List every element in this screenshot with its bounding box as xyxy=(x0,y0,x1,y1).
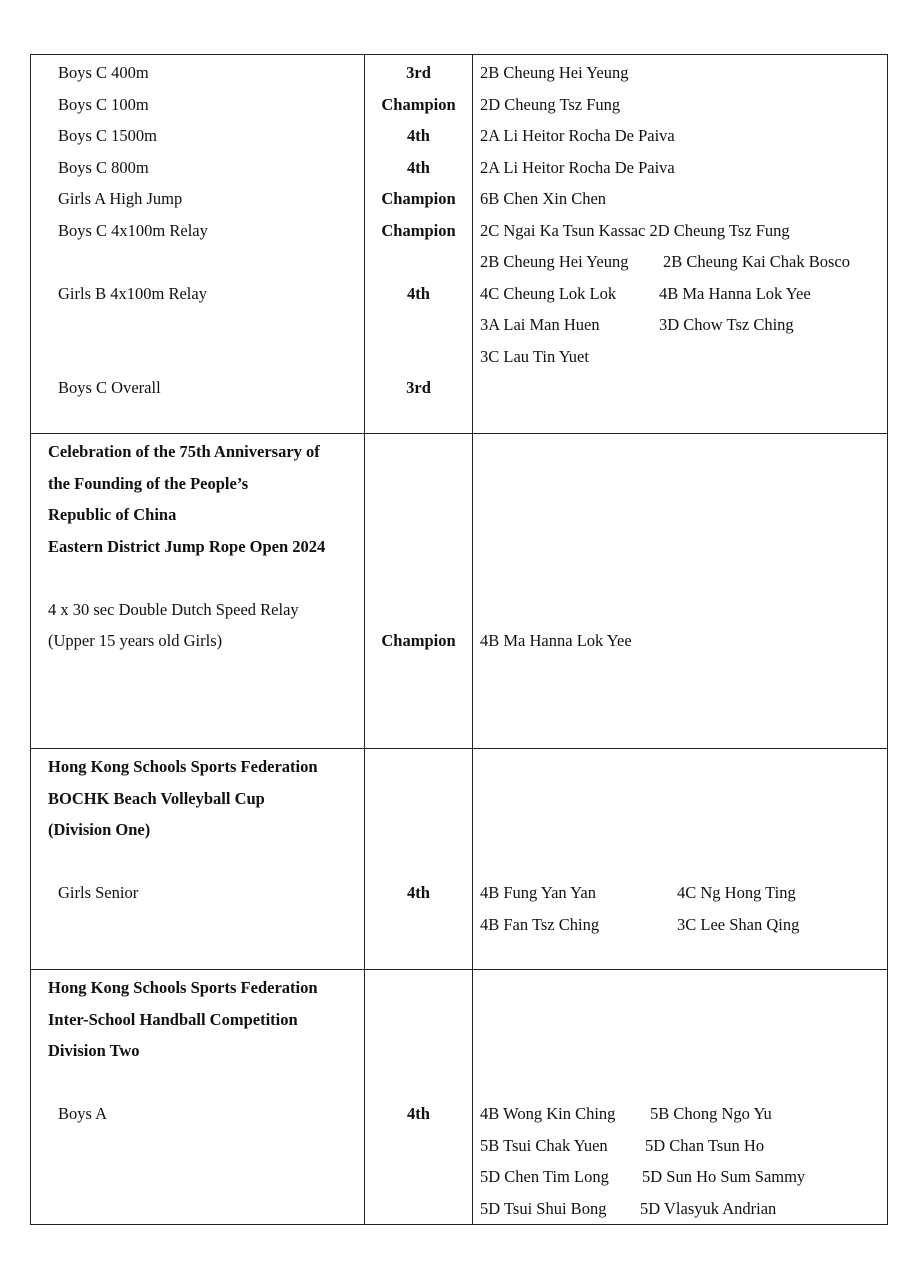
student-name: 5D Vlasyuk Andrian xyxy=(640,1198,777,1218)
names-column xyxy=(473,434,888,749)
result-column xyxy=(365,434,473,749)
student-name: 2B Cheung Kai Chak Bosco xyxy=(663,252,850,271)
student-name: 2B Cheung Hei Yeung xyxy=(480,63,629,82)
event-name: Boys C 100m xyxy=(58,94,149,114)
names-line xyxy=(473,309,887,341)
student-name: 6B Chen Xin Chen xyxy=(480,189,607,208)
competition-heading: Inter-School Handball Competition xyxy=(48,1009,298,1029)
event-column xyxy=(31,749,365,970)
student-name: 5B Tsui Chak Yuen xyxy=(480,1135,608,1155)
event-name: Boys A xyxy=(58,1104,108,1123)
student-name: 4B Fung Yan Yan xyxy=(480,883,597,902)
names-line xyxy=(473,246,887,278)
section-handball xyxy=(31,970,888,1225)
student-name: 5D Chen Tim Long xyxy=(480,1167,609,1186)
student-name: 4C Ng Hong Ting xyxy=(677,883,796,902)
result-column xyxy=(365,749,473,970)
student-name: 2C Ngai Ka Tsun Kassac xyxy=(480,220,646,240)
names-column xyxy=(473,749,888,970)
student-name: 2B Cheung Hei Yeung xyxy=(480,252,629,271)
student-name: 3D Chow Tsz Ching xyxy=(659,315,794,334)
result: Champion xyxy=(381,220,456,240)
awards-table xyxy=(30,54,888,1225)
student-name: 3A Lai Man Huen xyxy=(480,315,600,334)
student-name: 5D Chan Tsun Ho xyxy=(645,1135,765,1155)
event-column xyxy=(31,434,365,749)
result: 3rd xyxy=(406,378,431,397)
result: 3rd xyxy=(406,63,431,82)
competition-heading: Celebration of the 75th Anniversary of xyxy=(48,442,320,461)
competition-heading: (Division One) xyxy=(48,820,151,839)
event-name: Girls B 4x100m Relay xyxy=(58,283,207,303)
student-name: 4B Fan Tsz Ching xyxy=(480,914,600,934)
student-name: 5B Chong Ngo Yu xyxy=(650,1104,772,1123)
names-line xyxy=(473,1161,887,1193)
names-line xyxy=(473,1130,887,1162)
section-jump-rope xyxy=(31,434,888,749)
student-name: 4B Wong Kin Ching xyxy=(480,1104,616,1123)
result: 4th xyxy=(407,883,430,902)
names-line xyxy=(473,877,887,909)
result: Champion xyxy=(381,94,456,114)
competition-heading: Eastern District Jump Rope Open 2024 xyxy=(48,536,326,556)
student-name: 4B Ma Hanna Lok Yee xyxy=(480,631,632,650)
names-line xyxy=(473,215,887,247)
result: 4th xyxy=(407,283,430,303)
event-name: Boys C 1500m xyxy=(58,126,158,145)
student-name: 3C Lau Tin Yuet xyxy=(480,346,589,366)
result: Champion xyxy=(381,631,456,650)
event-name: Girls Senior xyxy=(58,883,139,902)
result: 4th xyxy=(407,1104,430,1123)
names-column xyxy=(473,970,888,1225)
names-line xyxy=(473,278,887,310)
result: 4th xyxy=(407,126,430,145)
event-column xyxy=(31,970,365,1225)
competition-heading: BOCHK Beach Volleyball Cup xyxy=(48,788,265,808)
names-line xyxy=(473,1098,887,1130)
event-name: (Upper 15 years old Girls) xyxy=(48,631,223,650)
student-name: 2A Li Heitor Rocha De Paiva xyxy=(480,126,675,145)
result-column xyxy=(365,55,473,434)
section-athletics xyxy=(31,55,888,434)
competition-heading: the Founding of the People’s xyxy=(48,473,249,493)
student-name: 4B Ma Hanna Lok Yee xyxy=(659,283,811,303)
competition-heading: Republic of China xyxy=(48,505,177,524)
student-name: 2D Cheung Tsz Fung xyxy=(480,94,621,114)
event-name: Boys C 400m xyxy=(58,63,149,82)
result: 4th xyxy=(407,157,430,177)
competition-heading: Division Two xyxy=(48,1041,140,1060)
student-name: 4C Cheung Lok Lok xyxy=(480,283,617,303)
event-column xyxy=(31,55,365,434)
names-line xyxy=(473,909,887,941)
event-name: Girls A High Jump xyxy=(58,189,183,208)
event-name: Boys C 800m xyxy=(58,157,149,177)
event-name: Boys C Overall xyxy=(58,378,161,397)
student-name: 5D Tsui Shui Bong xyxy=(480,1198,607,1218)
event-name: 4 x 30 sec Double Dutch Speed Relay xyxy=(48,599,299,619)
student-name: 3C Lee Shan Qing xyxy=(677,914,800,934)
competition-heading: Hong Kong Schools Sports Federation xyxy=(48,978,318,997)
names-column xyxy=(473,55,888,434)
result-column xyxy=(365,970,473,1225)
competition-heading: Hong Kong Schools Sports Federation xyxy=(48,757,318,776)
student-name: 2A Li Heitor Rocha De Paiva xyxy=(480,157,675,177)
names-line xyxy=(473,1193,887,1225)
result: Champion xyxy=(381,189,456,208)
student-name: 2D Cheung Tsz Fung xyxy=(649,220,790,240)
event-name: Boys C 4x100m Relay xyxy=(58,220,208,240)
student-name: 5D Sun Ho Sum Sammy xyxy=(642,1167,806,1186)
section-beach-volleyball xyxy=(31,749,888,970)
